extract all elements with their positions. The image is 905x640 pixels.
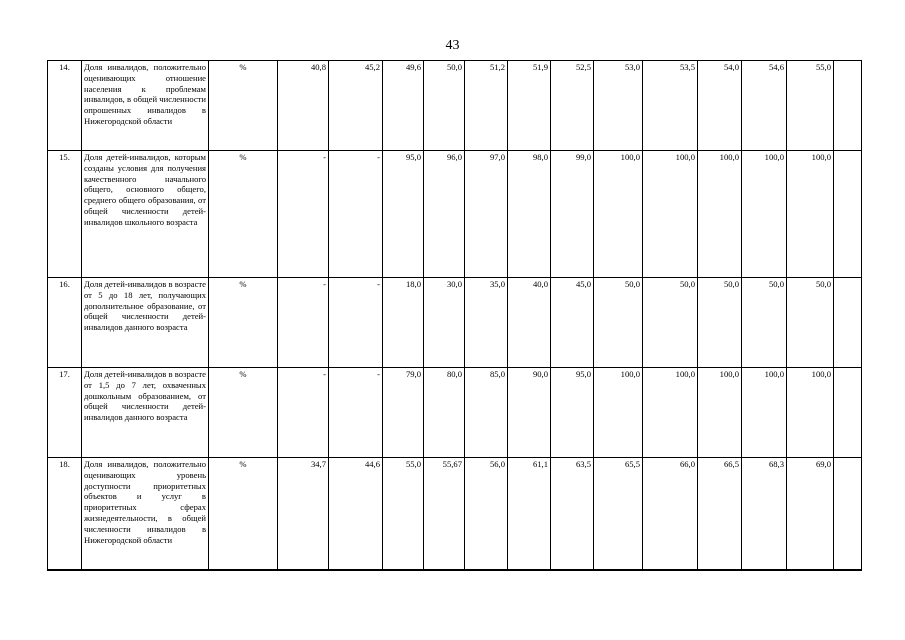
indicator-description: Доля детей-инвалидов в возрасте от 5 до 18 лет, получающих дополнительное образование, от общей численности детей-инвалидов данного возраста <box>82 278 209 368</box>
value-cell: 52,5 <box>551 61 594 151</box>
value-cell: - <box>329 278 383 368</box>
empty-cell <box>834 151 862 278</box>
value-cell: 53,5 <box>643 61 698 151</box>
value-cell: - <box>278 278 329 368</box>
value-cell: 34,7 <box>278 458 329 571</box>
value-cell: 100,0 <box>787 368 834 458</box>
empty-cell <box>834 458 862 571</box>
indicator-description: Доля детей-инвалидов в возрасте от 1,5 до 7 лет, охваченных дошкольным образованием, от общей численности детей-инвалидов данного возраста <box>82 368 209 458</box>
unit-cell: % <box>209 61 278 151</box>
row-number: 16. <box>48 278 82 368</box>
value-cell: - <box>329 151 383 278</box>
value-cell: 45,0 <box>551 278 594 368</box>
value-cell: 50,0 <box>698 278 742 368</box>
value-cell: 51,2 <box>465 61 508 151</box>
unit-cell: % <box>209 458 278 571</box>
value-cell: 50,0 <box>787 278 834 368</box>
value-cell: 55,0 <box>383 458 424 571</box>
value-cell: 55,67 <box>424 458 465 571</box>
value-cell: 98,0 <box>508 151 551 278</box>
value-cell: 54,6 <box>742 61 787 151</box>
table-row <box>48 278 862 368</box>
unit-cell: % <box>209 151 278 278</box>
value-cell: - <box>278 368 329 458</box>
value-cell: 100,0 <box>643 151 698 278</box>
value-cell: - <box>278 151 329 278</box>
value-cell: 100,0 <box>698 368 742 458</box>
value-cell: 50,0 <box>594 278 643 368</box>
table-row <box>48 368 862 458</box>
unit-cell: % <box>209 278 278 368</box>
value-cell: - <box>329 368 383 458</box>
indicators-table <box>47 60 862 571</box>
table-row <box>48 151 862 278</box>
indicator-description: Доля детей-инвалидов, которым созданы условия для получения качественного начального общего, основного общего, среднего общего образования, от общей численности детей-инвалидов школьного возраста <box>82 151 209 278</box>
indicator-description: Доля инвалидов, положительно оценивающих уровень доступности приоритетных объектов и услуг в приоритетных сферах жизнедеятельности, в общей численности инвалидов в Нижегородской области <box>82 458 209 571</box>
page-number: 43 <box>445 38 460 53</box>
value-cell: 100,0 <box>787 151 834 278</box>
value-cell: 50,0 <box>643 278 698 368</box>
value-cell: 53,0 <box>594 61 643 151</box>
value-cell: 45,2 <box>329 61 383 151</box>
value-cell: 100,0 <box>594 151 643 278</box>
row-number: 14. <box>48 61 82 151</box>
empty-cell <box>834 278 862 368</box>
value-cell: 100,0 <box>643 368 698 458</box>
value-cell: 90,0 <box>508 368 551 458</box>
value-cell: 100,0 <box>594 368 643 458</box>
value-cell: 99,0 <box>551 151 594 278</box>
value-cell: 100,0 <box>742 368 787 458</box>
value-cell: 50,0 <box>742 278 787 368</box>
value-cell: 100,0 <box>698 151 742 278</box>
value-cell: 66,5 <box>698 458 742 571</box>
value-cell: 65,5 <box>594 458 643 571</box>
value-cell: 79,0 <box>383 368 424 458</box>
value-cell: 40,8 <box>278 61 329 151</box>
empty-cell <box>834 61 862 151</box>
row-number: 15. <box>48 151 82 278</box>
value-cell: 97,0 <box>465 151 508 278</box>
value-cell: 61,1 <box>508 458 551 571</box>
value-cell: 18,0 <box>383 278 424 368</box>
empty-cell <box>834 368 862 458</box>
value-cell: 54,0 <box>698 61 742 151</box>
value-cell: 40,0 <box>508 278 551 368</box>
value-cell: 44,6 <box>329 458 383 571</box>
value-cell: 63,5 <box>551 458 594 571</box>
value-cell: 66,0 <box>643 458 698 571</box>
value-cell: 69,0 <box>787 458 834 571</box>
value-cell: 56,0 <box>465 458 508 571</box>
value-cell: 85,0 <box>465 368 508 458</box>
table-row <box>48 458 862 571</box>
value-cell: 96,0 <box>424 151 465 278</box>
table-row <box>48 61 862 151</box>
value-cell: 51,9 <box>508 61 551 151</box>
value-cell: 49,6 <box>383 61 424 151</box>
value-cell: 55,0 <box>787 61 834 151</box>
row-number: 18. <box>48 458 82 571</box>
indicator-description: Доля инвалидов, положительно оценивающих отношение населения к проблемам инвалидов, в общей численности опрошенных инвалидов в Нижегородской области <box>82 61 209 151</box>
value-cell: 100,0 <box>742 151 787 278</box>
value-cell: 95,0 <box>551 368 594 458</box>
unit-cell: % <box>209 368 278 458</box>
value-cell: 50,0 <box>424 61 465 151</box>
value-cell: 35,0 <box>465 278 508 368</box>
row-number: 17. <box>48 368 82 458</box>
value-cell: 68,3 <box>742 458 787 571</box>
value-cell: 30,0 <box>424 278 465 368</box>
value-cell: 80,0 <box>424 368 465 458</box>
value-cell: 95,0 <box>383 151 424 278</box>
